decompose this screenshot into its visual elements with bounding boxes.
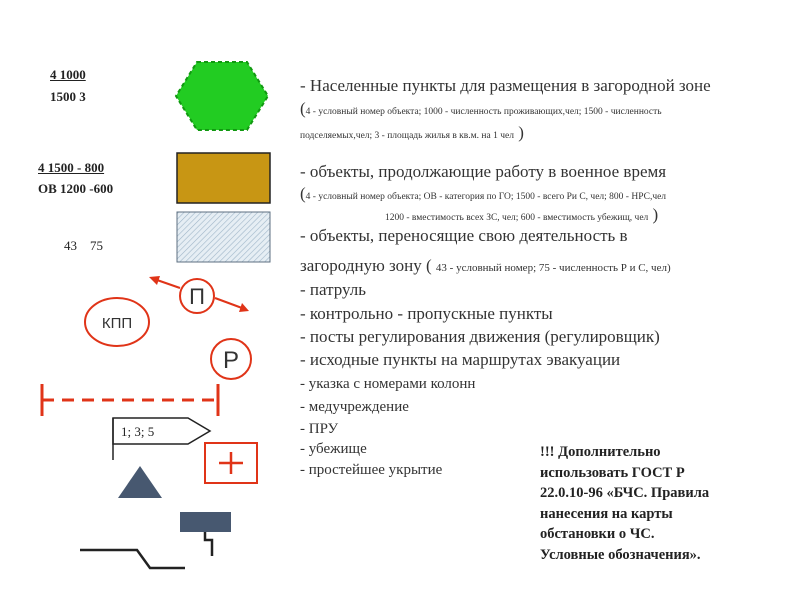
- working-detail-1: 4 - условный номер объекта; ОВ - категория по ГО; 1500 - всего Ри С, чел; 800 - НРС,чел: [305, 192, 667, 202]
- transfer-object-rect: [177, 212, 270, 262]
- transfer-title-2: загородную зону: [300, 256, 422, 275]
- transfer-title-1: - объекты, переносящие свою деятельность в: [300, 226, 628, 245]
- settlement-title: - Населенные пункты для размещения в загородной зоне: [300, 76, 711, 95]
- settlement-detail-line-2: подселяемых,чел; 3 - площадь жилья в кв.м. на 1 чел ): [300, 123, 524, 142]
- settlement-code-top: 4 1000: [50, 67, 86, 82]
- transfer-title-line-2: загородную зону ( 43 - условный номер; 75 - численность Р и С, чел): [300, 256, 671, 275]
- legend-regulation: - посты регулирования движения (регулировщик): [300, 327, 660, 346]
- column-pointer-label: 1; 3; 5: [121, 424, 155, 439]
- settlement-detail-1: 4 - условный номер объекта; 1000 - численность проживающих,чел; 1500 - численность: [305, 107, 662, 117]
- working-title: - объекты, продолжающие работу в военное время: [300, 162, 667, 181]
- legend-simple-cover: - простейшее укрытие: [300, 462, 443, 478]
- simple-cover-line: [80, 550, 185, 568]
- legend-checkpoints: - контрольно - пропускные пункты: [300, 304, 553, 323]
- legend-start-points: - исходные пункты на маршрутах эвакуации: [300, 350, 621, 369]
- regulator-letter: Р: [222, 347, 240, 374]
- settlement-hexagon: [176, 62, 268, 130]
- transfer-code: 43 75: [64, 238, 103, 253]
- object-code-bottom: ОВ 1200 -600: [38, 181, 114, 196]
- legend-medical: - медучреждение: [300, 399, 409, 415]
- legend-pointer: - указка с номерами колонн: [300, 376, 476, 392]
- object-code-top: 4 1500 - 800: [38, 160, 105, 175]
- working-detail-2: 1200 - вместимость всех ЗС, чел; 600 - вместимость убежищ, чел: [385, 213, 649, 223]
- checkpoint-label: КПП: [101, 315, 133, 332]
- legend-shelter: - убежище: [300, 441, 367, 457]
- working-detail-line-2: 1200 - вместимость всех ЗС, чел; 600 - вместимость убежищ, чел ): [385, 205, 659, 224]
- gost-note: !!! Дополнительно использовать ГОСТ Р 22.0.10-96 «БЧС. Правила нанесения на карты обстановки о ЧС. Условные обозначения».: [540, 444, 710, 563]
- shelter-rect: [180, 512, 231, 532]
- legend-pru: - ПРУ: [300, 421, 339, 437]
- transfer-detail: 43 - условный номер; 75 - численность Р и С, чел): [435, 262, 671, 274]
- legend-patrol: - патруль: [300, 280, 367, 299]
- settlement-code-bottom: 1500 3: [50, 89, 86, 104]
- working-object-rect: [177, 153, 270, 203]
- settlement-detail-2: подселяемых,чел; 3 - площадь жилья в кв.м. на 1 чел: [300, 131, 514, 141]
- start-point-line: [42, 384, 218, 416]
- pru-triangle: [118, 466, 162, 498]
- symbols-canvas: [0, 0, 300, 600]
- settlement-detail-line-1: (4 - условный номер объекта; 1000 - численность проживающих,чел; 1500 - численность: [300, 99, 662, 118]
- shelter-entrance: [205, 532, 212, 556]
- patrol-letter: П: [189, 284, 205, 309]
- working-detail-line-1: (4 - условный номер объекта; ОВ - категория по ГО; 1500 - всего Ри С, чел; 800 - НРС,чел: [300, 184, 667, 203]
